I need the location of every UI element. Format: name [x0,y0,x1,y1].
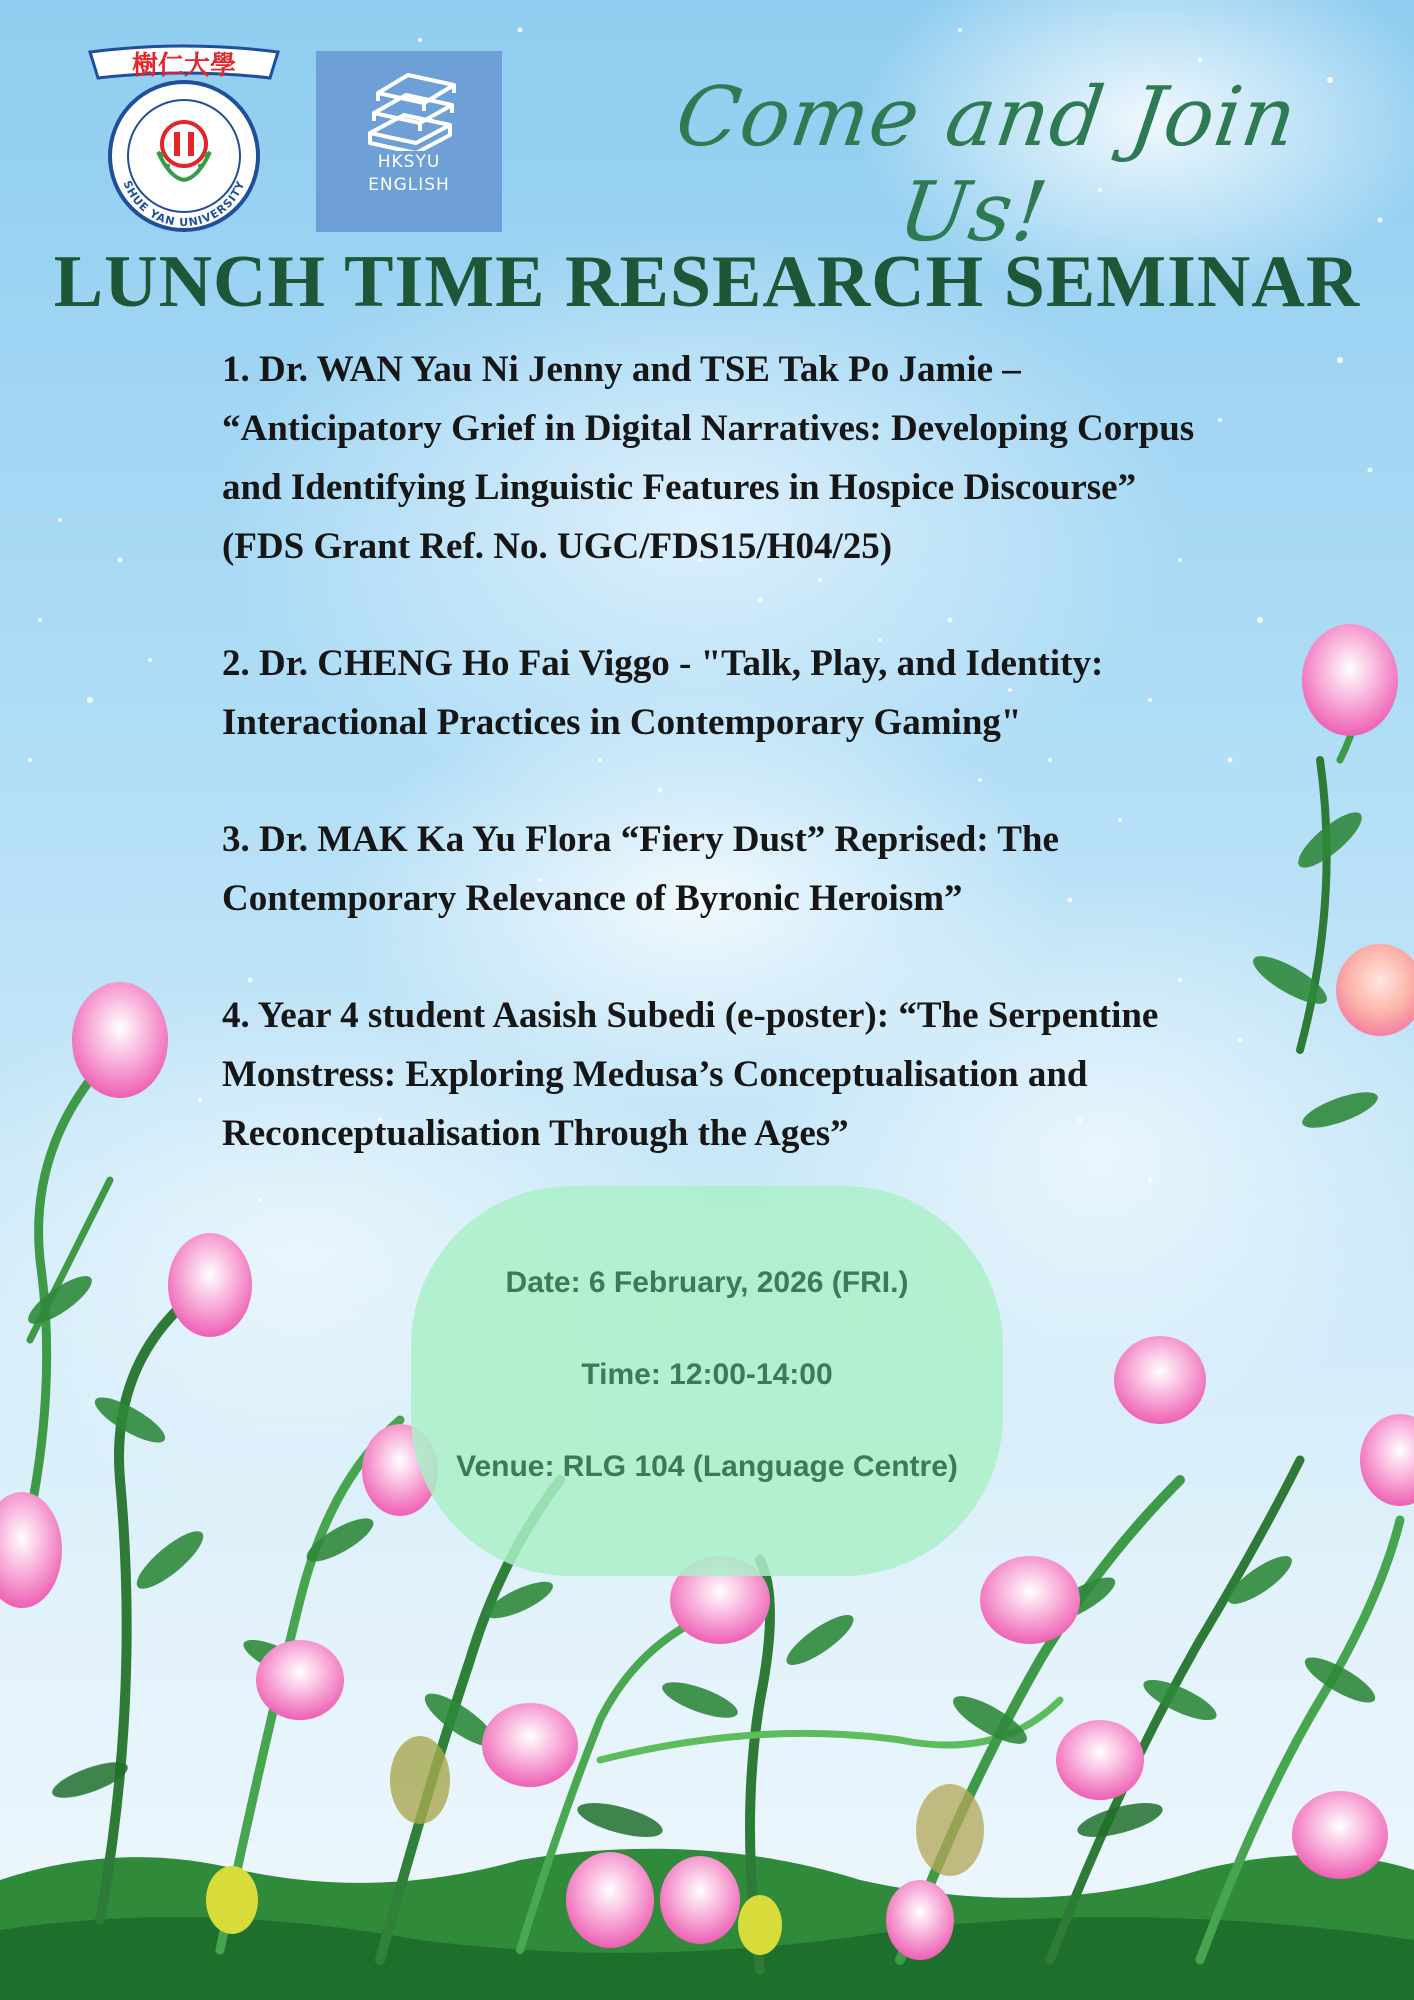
seminar-item: 3. Dr. MAK Ka Yu Flora “Fiery Dust” Reprised: The Contemporary Relevance of Byronic Heroism” [222,819,1059,919]
hksyu-logo-line1: HKSYU [377,152,441,172]
event-time: Time: 12:00-14:00 [581,1358,833,1391]
university-english-name: SHUE YAN UNIVERSITY [120,178,248,230]
seminar-list [222,340,1202,1221]
event-venue: Venue: RLG 104 (Language Centre) [456,1450,958,1483]
page-title: LUNCH TIME RESEARCH SEMINAR [53,241,1361,323]
hksyu-logo-text [316,151,502,197]
seminar-item: 1. Dr. WAN Yau Ni Jenny and TSE Tak Po Jamie – “Anticipatory Grief in Digital Narratives: Developing Corpus and Identifying Linguistic Features in Hospice Discourse” (FDS Grant Ref. No. UGC/FDS15/H04/25) [222,349,1195,567]
university-chinese-name: 樹仁大學 [131,51,237,81]
university-logo [84,44,284,234]
event-date: Date: 6 February, 2026 (FRI.) [505,1266,909,1299]
books-icon [316,51,502,151]
seminar-item: 4. Year 4 student Aasish Subedi (e-poster): “The Serpentine Monstress: Exploring Medusa’s Conceptualisation and Reconceptualisation Through the Ages” [222,995,1159,1154]
script-heading: Come and Join Us! [670,70,1303,260]
hksyu-english-logo [316,51,502,232]
hksyu-logo-line2: ENGLISH [368,175,450,195]
event-info-panel [411,1186,1003,1576]
seminar-item: 2. Dr. CHENG Ho Fai Viggo - "Talk, Play, and Identity: Interactional Practices in Contemporary Gaming" [222,643,1104,743]
